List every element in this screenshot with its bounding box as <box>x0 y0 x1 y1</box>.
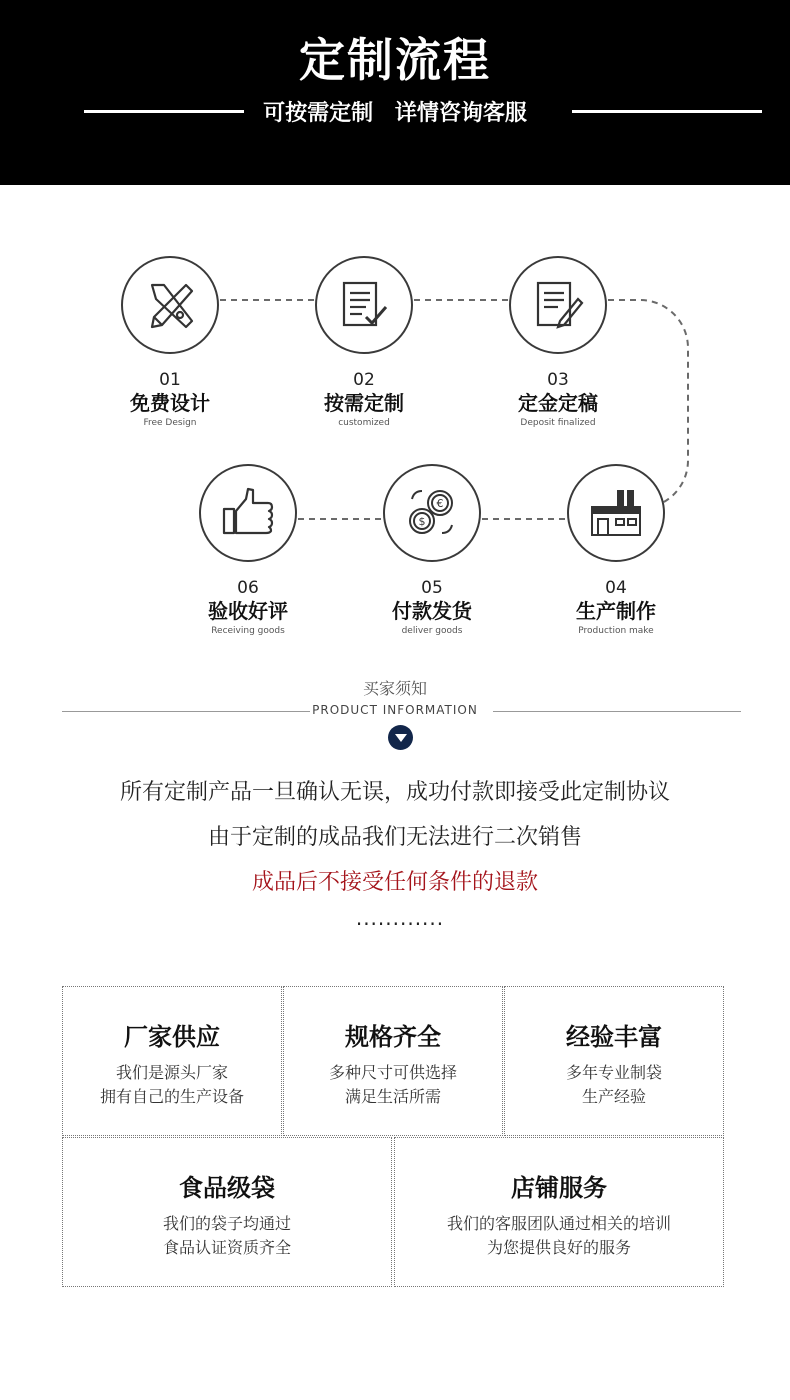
step-number: 05 <box>421 578 443 598</box>
step-2-text <box>279 370 449 430</box>
feature-title: 店铺服务 <box>511 1174 607 1202</box>
step-title: 付款发货 <box>392 599 472 623</box>
step-subtitle: deliver goods <box>401 626 463 636</box>
header-subtitle: 可按需定制 详情咨询客服 <box>263 101 527 126</box>
step-5-circle <box>383 464 481 562</box>
header-divider-right <box>572 110 762 113</box>
coins-icon <box>404 485 460 541</box>
svg-text:€: € <box>436 497 444 510</box>
step-number: 01 <box>159 370 181 390</box>
chevron-down-icon <box>388 725 413 750</box>
step-title: 定金定稿 <box>518 391 598 415</box>
step-subtitle: Production make <box>578 626 654 636</box>
feature-desc: 为您提供良好的服务 <box>486 1238 631 1257</box>
header-banner <box>0 0 790 185</box>
feature-box-factory <box>62 986 282 1136</box>
step-subtitle: Receiving goods <box>211 626 285 636</box>
feature-desc: 满足生活所需 <box>344 1087 441 1106</box>
feature-desc: 拥有自己的生产设备 <box>99 1087 244 1106</box>
step-3-text <box>473 370 643 430</box>
page-title: 定制流程 <box>299 33 491 87</box>
feature-title: 厂家供应 <box>124 1023 220 1051</box>
feature-box-service <box>394 1137 724 1287</box>
step-title: 按需定制 <box>324 391 404 415</box>
step-4-text <box>531 578 701 638</box>
step-title: 验收好评 <box>208 599 288 623</box>
step-number: 06 <box>237 578 259 598</box>
thumbs-up-icon <box>220 485 276 541</box>
pencil-icon <box>142 277 198 333</box>
feature-title: 经验丰富 <box>566 1023 662 1051</box>
step-1-text <box>85 370 255 430</box>
step-3-circle <box>509 256 607 354</box>
step-subtitle: Deposit finalized <box>520 418 596 428</box>
notice-line-1: 所有定制产品一旦确认无误，成功付款即接受此定制协议 <box>119 780 670 805</box>
feature-title: 食品级袋 <box>179 1174 275 1202</box>
feature-desc: 我们是源头厂家 <box>115 1063 228 1082</box>
feature-desc: 多种尺寸可供选择 <box>328 1063 457 1082</box>
step-number: 04 <box>605 578 627 598</box>
document-pen-icon <box>530 277 586 333</box>
process-flow <box>0 185 790 665</box>
feature-desc: 生产经验 <box>581 1087 646 1106</box>
notice-line-2: 由于定制的成品我们无法进行二次销售 <box>207 825 582 850</box>
step-title: 免费设计 <box>130 391 210 415</box>
notice-subtitle: PRODUCT INFORMATION <box>312 703 478 717</box>
feature-box-experience <box>504 986 724 1136</box>
feature-desc: 我们的袋子均通过 <box>162 1214 291 1233</box>
step-6-text <box>163 578 333 638</box>
notice-ellipsis: ............ <box>355 906 445 930</box>
feature-desc: 多年专业制袋 <box>565 1063 662 1082</box>
notice-warning: 成品后不接受任何条件的退款 <box>251 870 538 895</box>
feature-title: 规格齐全 <box>345 1023 441 1051</box>
factory-icon <box>588 485 644 541</box>
notice-divider-right <box>493 711 741 712</box>
document-check-icon <box>336 277 392 333</box>
step-1-circle <box>121 256 219 354</box>
step-2-circle <box>315 256 413 354</box>
step-6-circle <box>199 464 297 562</box>
step-number: 03 <box>547 370 569 390</box>
notice-title: 买家须知 <box>362 679 427 698</box>
feature-box-food-grade <box>62 1137 392 1287</box>
step-5-text <box>347 578 517 638</box>
step-number: 02 <box>353 370 375 390</box>
step-4-circle <box>567 464 665 562</box>
step-subtitle: customized <box>338 418 390 428</box>
svg-text:$: $ <box>418 515 426 528</box>
feature-desc: 食品认证资质齐全 <box>162 1238 291 1257</box>
feature-box-specs <box>283 986 503 1136</box>
step-title: 生产制作 <box>576 599 656 623</box>
feature-desc: 我们的客服团队通过相关的培训 <box>446 1214 671 1233</box>
step-subtitle: Free Design <box>143 418 197 428</box>
